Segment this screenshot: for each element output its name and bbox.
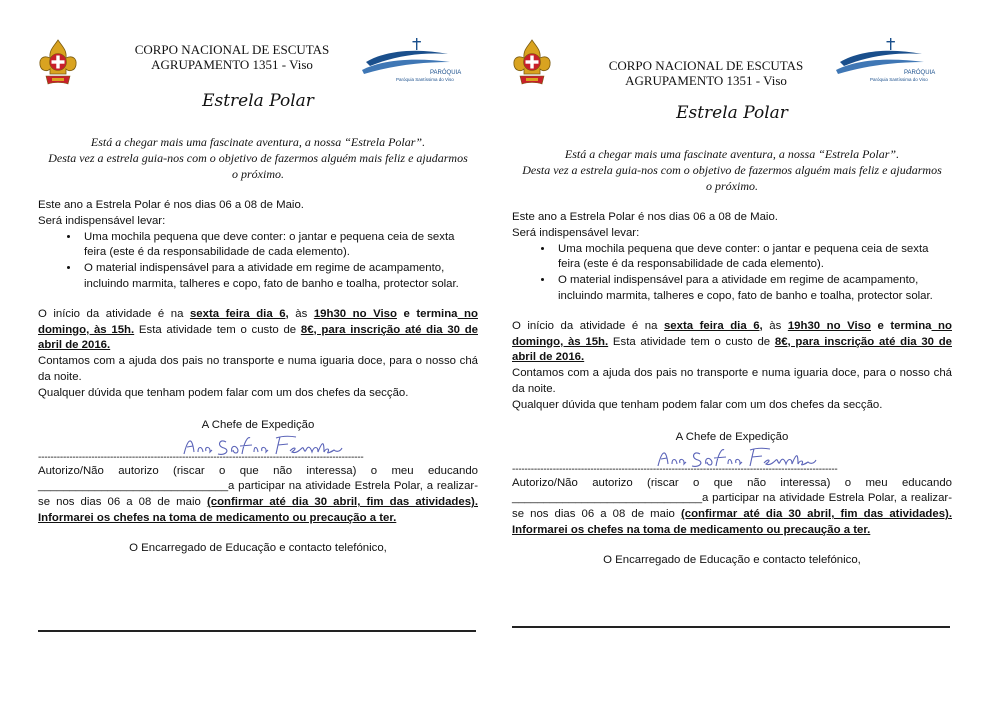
group-name: AGRUPAMENTO 1351 - Viso: [625, 73, 787, 88]
authorization-confirm: (confirmar até dia 30 abril, fim das atividades). Informarei os chefes na toma de medicamento ou precaução a ter.: [38, 496, 478, 524]
parish-logo-label: PARÓQUIA: [430, 70, 462, 76]
dates-text: Este ano a Estrela Polar é nos dias 06 a 08 de Maio.: [38, 199, 304, 211]
guardian-label: O Encarregado de Educação e contacto telefónico,: [603, 553, 861, 566]
cost-text: Esta atividade tem o custo de: [134, 323, 301, 336]
start-day: sexta feira dia 6,: [663, 319, 763, 332]
start-text: O início da atividade é na: [38, 307, 190, 320]
cost-deadline: 8€, para inscrição até dia 30 de abril de 2016.: [38, 323, 478, 352]
flyer-left: [38, 30, 478, 670]
chefe-label: A Chefe de Expedição: [675, 430, 789, 443]
list-item: • O material indispensável para a atividade em regime de acampamento, incluindo marmita, talheres e copo, fato de banho e toalha, protector solar.: [80, 261, 478, 293]
help-text: Contamos com a ajuda dos pais no transporte e numa iguaria doce, para o nosso chá da noite.: [38, 355, 478, 383]
parish-logo: [830, 36, 936, 84]
authorization-text: [512, 476, 952, 539]
flyer-title: Estrela Polar: [676, 103, 788, 123]
org-name: CORPO NACIONAL DE ESCUTAS: [608, 58, 804, 73]
start-text: às: [762, 319, 788, 332]
parish-logo-subtitle: Paróquia Santíssima do Viso: [870, 77, 928, 82]
items-list: [38, 230, 478, 293]
end-label: e termina: [870, 319, 932, 332]
questions-text: Qualquer dúvida que tenham podem falar com um dos chefes da secção.: [512, 398, 883, 411]
start-info: [512, 319, 952, 366]
signature-block: [38, 418, 478, 452]
scout-fleur-de-lis-logo: [512, 38, 552, 90]
handwritten-signature: [178, 432, 348, 458]
intro-line: Desta vez a estrela guia-nos com o objetivo de fazermos alguém mais feliz e ajudarmos: [522, 163, 942, 177]
intro-line: o próximo.: [706, 179, 758, 193]
start-text: O início da atividade é na: [512, 319, 664, 332]
authorization-body: Autorizo/Não autorizo (riscar o que não interessa) o meu educando ______________________________a participar na atividade Estrela Polar, a realizar-se nos dias 06 a 08 de maio: [38, 464, 478, 509]
chefe-label: A Chefe de Expedição: [201, 418, 315, 431]
authorization-body: Autorizo/Não autorizo (riscar o que não interessa) o meu educando ______________________________a participar na atividade Estrela Polar, a realizar-se nos dias 06 a 08 de maio: [512, 476, 952, 521]
org-name: CORPO NACIONAL DE ESCUTAS: [134, 42, 330, 57]
guardian-label: O Encarregado de Educação e contacto telefónico,: [129, 541, 387, 554]
parish-logo: [356, 36, 462, 84]
header: [38, 30, 478, 100]
parish-logo-subtitle: Paróquia Santíssima do Viso: [396, 77, 454, 82]
help-text: Contamos com a ajuda dos pais no transporte e numa iguaria doce, para o nosso chá da noite.: [512, 367, 952, 395]
start-info: [38, 307, 478, 354]
group-name: AGRUPAMENTO 1351 - Viso: [151, 57, 313, 72]
cut-line: --------------------------------------------------------------------------------------------------------: [38, 451, 364, 463]
guardian-signature-line: [512, 626, 950, 628]
list-item: • Uma mochila pequena que deve conter: o jantar e pequena ceia de sexta feira (este é da responsabilidade de cada elemento).: [80, 230, 478, 262]
intro-line: Está a chegar mais uma fascinate aventura, a nossa “Estrela Polar”.: [564, 147, 900, 161]
intro-line: Desta vez a estrela guia-nos com o objetivo de fazermos alguém mais feliz e ajudarmos: [48, 151, 468, 165]
bring-heading: Será indispensável levar:: [38, 214, 166, 227]
dates-text: Este ano a Estrela Polar é nos dias 06 a 08 de Maio.: [512, 211, 778, 223]
parish-logo-label: PARÓQUIA: [904, 70, 936, 76]
end-time: no domingo, às 15h.: [38, 307, 478, 336]
bring-heading: Será indispensável levar:: [512, 226, 640, 239]
end-time: no domingo, às 15h.: [512, 319, 952, 348]
items-list: [512, 242, 952, 305]
end-label: e termina: [396, 307, 458, 320]
handwritten-signature: [652, 444, 822, 470]
intro-line: o próximo.: [232, 167, 284, 181]
start-time-place: 19h30 no Viso: [313, 307, 397, 320]
scout-fleur-de-lis-logo: [38, 38, 78, 90]
cost-deadline: 8€, para inscrição até dia 30 de abril de 2016.: [512, 335, 952, 364]
intro-text: [38, 134, 478, 182]
cost-text: Esta atividade tem o custo de: [608, 335, 775, 348]
start-day: sexta feira dia 6,: [189, 307, 289, 320]
organization-heading: [112, 42, 352, 72]
flyer-right: [512, 30, 952, 670]
start-time-place: 19h30 no Viso: [787, 319, 871, 332]
intro-line: Está a chegar mais uma fascinate aventura, a nossa “Estrela Polar”.: [90, 135, 426, 149]
organization-heading: [586, 58, 826, 88]
intro-text: [512, 146, 952, 194]
flyer-title: Estrela Polar: [202, 91, 314, 111]
questions-text: Qualquer dúvida que tenham podem falar com um dos chefes da secção.: [38, 386, 409, 399]
authorization-text: [38, 464, 478, 527]
guardian-signature-line: [38, 630, 476, 632]
cut-line: --------------------------------------------------------------------------------------------------------: [512, 463, 838, 475]
list-item: • O material indispensável para a atividade em regime de acampamento, incluindo marmita, talheres e copo, fato de banho e toalha, protector solar.: [554, 273, 952, 305]
start-text: às: [288, 307, 314, 320]
authorization-confirm: (confirmar até dia 30 abril, fim das atividades). Informarei os chefes na toma de medicamento ou precaução a ter.: [512, 508, 952, 536]
signature-block: [512, 430, 952, 464]
list-item: • Uma mochila pequena que deve conter: o jantar e pequena ceia de sexta feira (este é da responsabilidade de cada elemento).: [554, 242, 952, 274]
header: [512, 30, 952, 100]
